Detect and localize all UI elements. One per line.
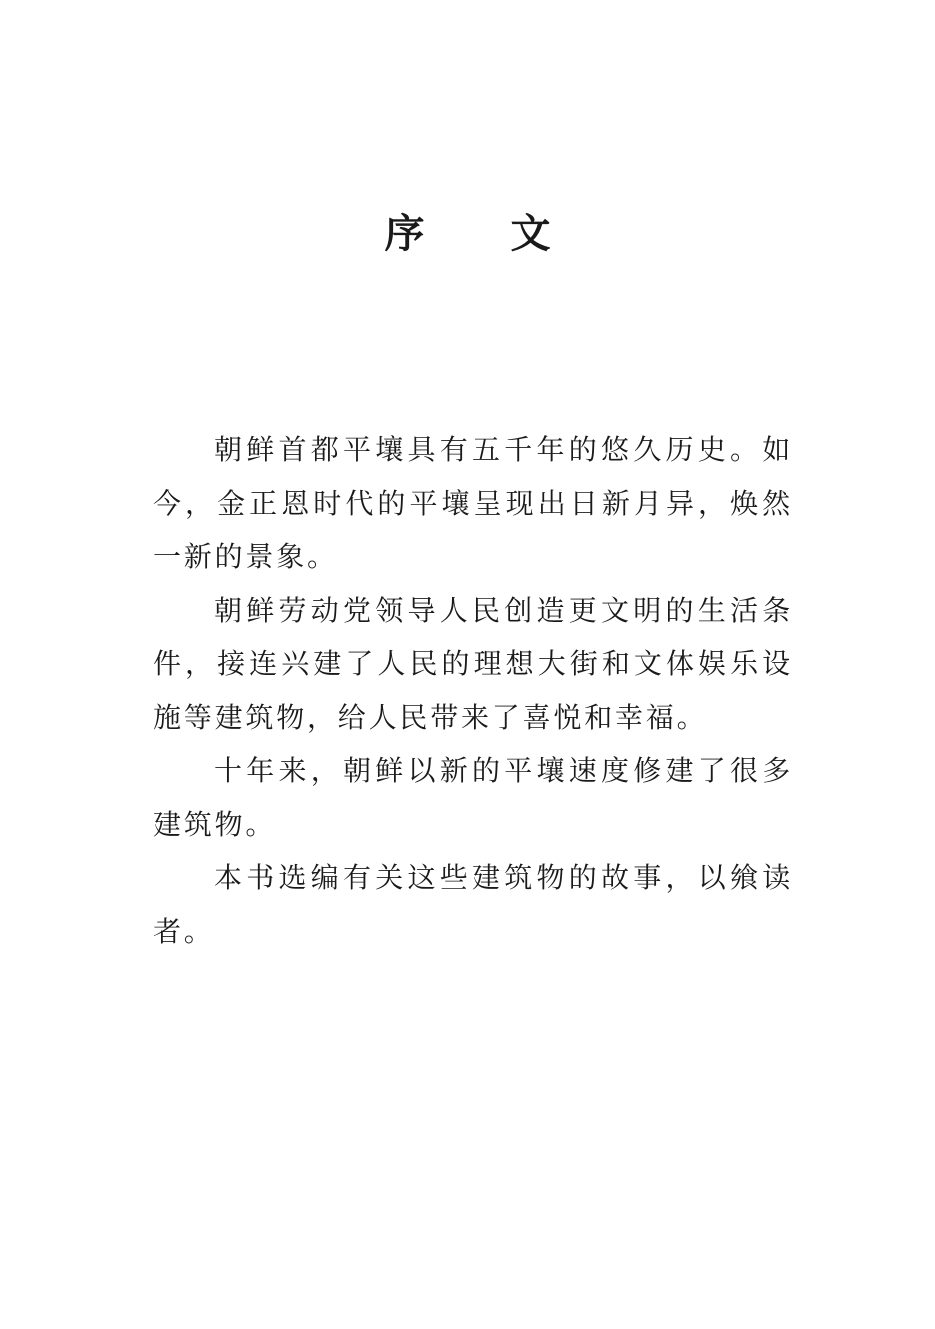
paragraph-2: 朝鲜劳动党领导人民创造更文明的生活条件，接连兴建了人民的理想大街和文体娱乐设施等建筑物，给人民带来了喜悦和幸福。 xyxy=(153,593,793,734)
paragraph-3: 十年来，朝鲜以新的平壤速度修建了很多建筑物。 xyxy=(153,754,793,841)
paragraph-4: 本书选编有关这些建筑物的故事，以飨读者。 xyxy=(153,861,793,948)
preface-body xyxy=(153,423,793,958)
paragraph-1: 朝鲜首都平壤具有五千年的悠久历史。如今，金正恩时代的平壤呈现出日新月异，焕然一新的景象。 xyxy=(153,433,793,573)
page-title: 序 文 xyxy=(384,210,587,257)
